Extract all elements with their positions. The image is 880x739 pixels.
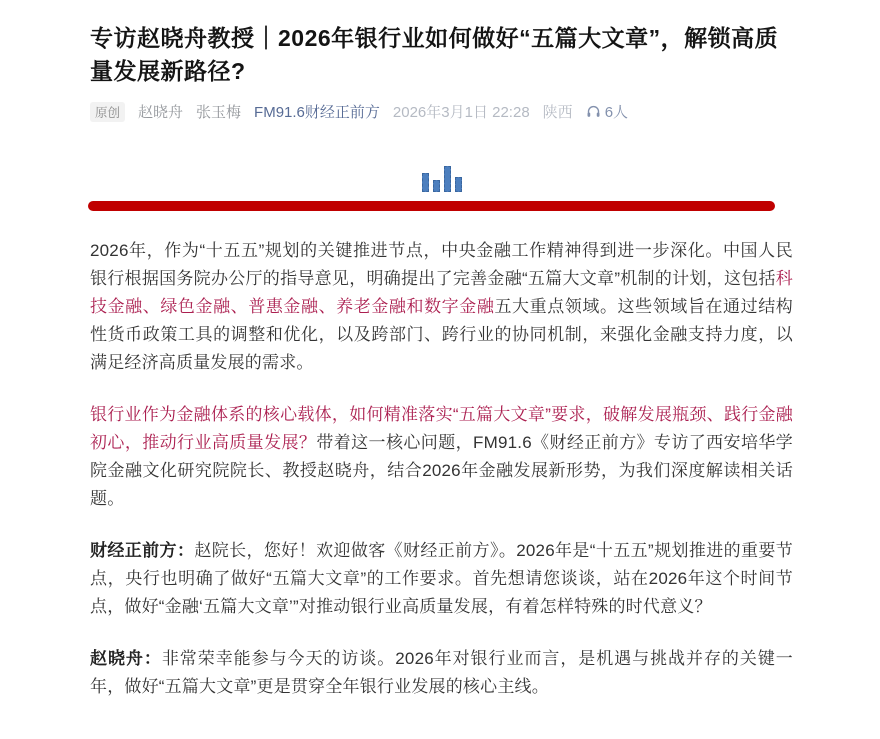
paragraph-interviewer-question	[90, 537, 793, 621]
bar-chart-icon-bar	[444, 166, 451, 192]
bar-chart-icon-bar	[433, 180, 440, 192]
publish-datetime: 2026年3月1日 22:28	[392, 104, 530, 122]
account-link[interactable]: FM91.6财经正前方	[254, 104, 380, 122]
publish-location: 陕西	[542, 104, 573, 122]
paragraph-interviewee-answer	[90, 645, 793, 701]
byline	[90, 101, 793, 122]
page-title: 专访赵晓舟教授｜2026年银行业如何做好“五篇大文章”，解锁高质量发展新路径?	[90, 25, 779, 84]
bar-chart-icon-bar	[455, 177, 462, 192]
paragraph-text: 带着这一核心问题，FM91.6《财经正前方》专访了西安培华学院金融文化研究院院长、教授赵晓舟，结合2026年金融发展新形势，为我们深度解读相关话题。	[90, 433, 793, 509]
paragraph-intro	[90, 237, 793, 377]
highlighted-text: 银行业作为金融体系的核心载体，如何精准落实“五篇大文章”要求，破解发展瓶颈、践行金融初心，推动行业高质量发展？	[90, 405, 793, 453]
author-name-1: 赵晓舟	[138, 104, 184, 122]
paragraph-text: 五大重点领域。这些领域旨在通过结构性货币政策工具的调整和优化，以及跨部门、跨行业的协同机制，来强化金融支持力度，以满足经济高质量发展的需求。	[90, 297, 793, 373]
original-badge: 原创	[90, 102, 125, 122]
paragraph-text: 2026年，作为“十五五”规划的关键推进节点，中央金融工作精神得到进一步深化。中国人民银行根据国务院办公厅的指导意见，明确提出了完善金融“五篇大文章”机制的计划，这包括	[90, 241, 793, 289]
red-divider	[88, 201, 775, 211]
listen-count[interactable]	[586, 101, 628, 122]
paragraph-text: 赵院长，您好！欢迎做客《财经正前方》。2026年是“十五五”规划推进的重要节点，央行也明确了做好“五篇大文章”的工作要求。首先想请您谈谈，站在2026年这个时间节点，做好“金融‘五篇大文章’”对推动银行业高质量发展，有着怎样特殊的时代意义？	[90, 541, 793, 617]
highlighted-text: 科技金融、绿色金融、普惠金融、养老金融和数字金融	[90, 269, 793, 317]
bar-chart-icon	[422, 166, 462, 192]
paragraph-text: 非常荣幸能参与今天的访谈。2026年对银行业而言，是机遇与挑战并存的关键一年，做好“五篇大文章”更是贯穿全年银行业发展的核心主线。	[90, 649, 793, 697]
author-name-2: 张玉梅	[196, 104, 242, 122]
speaker-label: 财经正前方：	[90, 541, 195, 561]
bar-chart-icon-bar	[422, 173, 429, 192]
listen-count-label: 6人	[604, 104, 629, 122]
paragraph-lead-question	[90, 401, 793, 513]
headphones-icon	[586, 104, 601, 119]
speaker-label: 赵晓舟：	[90, 649, 162, 669]
article-body	[90, 237, 793, 701]
